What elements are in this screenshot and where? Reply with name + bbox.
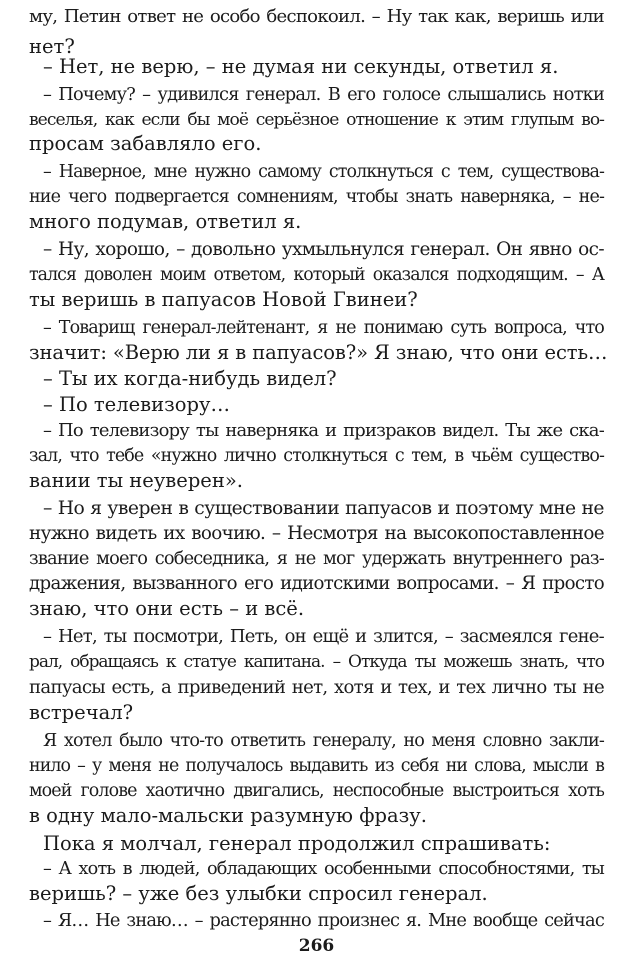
text-line: нило – у меня не получалось выдавить из себя ни слова, мысли в [29,756,604,776]
text-line: в одну мало-мальски разумную фразу. [29,804,427,827]
text-line: – Нет, ты посмотри, Петь, он ещё и злится, – засмеялся гене- [43,626,604,647]
text-line: – Товарищ генерал-лейтенант, я не понимаю суть вопроса, что [43,318,604,338]
text-line: – Но я уверен в существовании папуасов и поэтому мне не [43,498,604,519]
text-line: значит: «Верю ли я в папуасов?» Я знаю, что они есть… [29,341,608,364]
text-line: зал, что тебе «нужно лично столкнуться с тем, в чьём существо- [29,446,604,466]
text-line: – Я… Не знаю… – растерянно произнес я. Мне вообще сейчас [43,910,604,931]
text-line: ты веришь в папуасов Новой Гвинеи? [29,288,418,311]
text-line: знаю, что они есть – и всё. [29,597,305,620]
text-line: – По телевизору… [43,393,230,416]
text-line: рал, обращаясь к статуе капитана. – Откуда ты можешь знать, что [29,652,604,672]
text-line: – А хоть в людей, обладающих особенными способностями, ты [43,859,604,879]
text-line: – Наверное, мне нужно самому столкнуться с тем, существова- [43,162,604,182]
text-line: встречал? [29,701,134,724]
text-line: ние чего подвергается сомнениям, чтобы знать наверняка, – не- [29,187,604,207]
text-line: нет? [29,35,75,58]
text-line: тался доволен моим ответом, который оказался подходящим. – А [29,265,604,285]
text-line: веселья, как если бы моё серьёзное отношение к этим глупым во- [29,110,604,130]
text-line: нужно видеть их воочию. – Несмотря на высокопоставленное [29,523,604,544]
text-line: Пока я молчал, генерал продолжил спрашивать: [43,832,551,855]
text-line: му, Петин ответ не особо беспокоил. – Ну так как, веришь или [29,6,604,27]
text-line: дражения, вызванного его идиотскими вопросами. – Я просто [29,573,604,594]
text-line: – Почему? – удивился генерал. В его голосе слышались нотки [43,84,604,105]
text-line: веришь? – уже без улыбки спросил генерал. [29,882,488,905]
text-line: Я хотел было что-то ответить генералу, но меня словно закли- [43,731,604,751]
text-line: просам забавляло его. [29,132,262,155]
text-line: вании ты неуверен». [29,469,243,492]
text-line: – Ты их когда-нибудь видел? [43,367,337,390]
text-line: – По телевизору ты наверняка и призраков видел. Ты же ска- [43,420,604,441]
page-number: 266 [298,936,335,956]
text-line: папуасы есть, а приведений нет, хотя и тех, и тех лично ты не [29,677,604,698]
text-line: моей голове хаотично двигались, неспособные выстроиться хоть [29,781,604,801]
text-line: – Нет, не верю, – не думая ни секунды, ответил я. [43,55,559,78]
text-line: – Ну, хорошо, – довольно ухмыльнулся генерал. Он явно ос- [43,239,604,260]
book-page [29,0,608,962]
text-line: звание моего собеседника, я не мог удержать внутреннего раз- [29,549,604,569]
text-line: много подумав, ответил я. [29,210,302,233]
